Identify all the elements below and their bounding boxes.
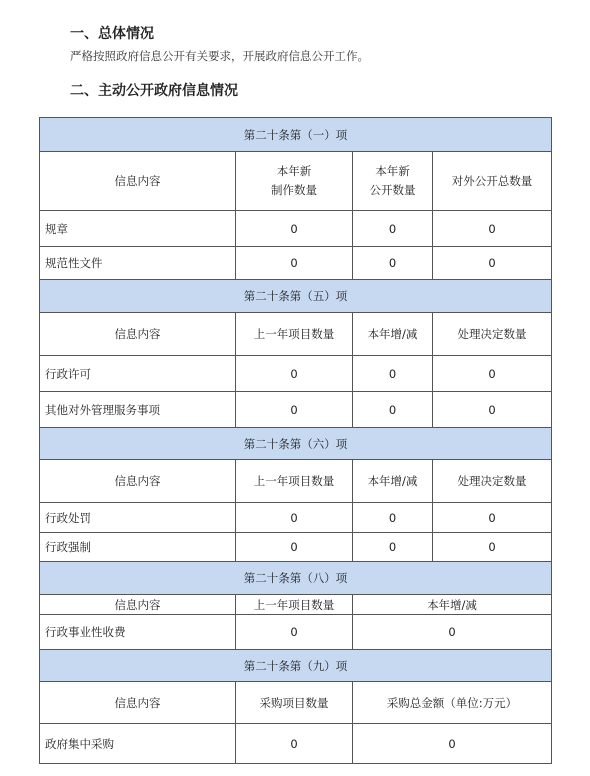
table-row: [40, 356, 552, 392]
row-label: 行政许可: [40, 356, 236, 392]
column-header: 上一年项目数量: [236, 460, 353, 503]
section-title: 第二十条第（八）项: [40, 562, 552, 595]
row-label: 其他对外管理服务事项: [40, 392, 236, 428]
cell-value: 0: [353, 503, 433, 533]
section-title: 第二十条第（九）项: [40, 650, 552, 682]
column-header-row: [40, 460, 552, 503]
column-header: 采购项目数量: [236, 682, 353, 724]
column-header: 信息内容: [40, 152, 236, 211]
row-label: 政府集中采购: [40, 724, 236, 764]
column-header: 本年增/减: [353, 313, 433, 356]
section-title: 第二十条第（六）项: [40, 428, 552, 460]
column-header-row: [40, 682, 552, 724]
section-header-art20-1: [40, 118, 552, 152]
cell-value: 0: [236, 247, 353, 280]
column-header: 本年新 制作数量: [236, 152, 353, 211]
cell-value: 0: [433, 392, 552, 428]
section-header-art20-5: [40, 280, 552, 313]
row-label: 规范性文件: [40, 247, 236, 280]
row-label: 行政处罚: [40, 503, 236, 533]
section-1-title: 一、总体情况: [70, 26, 154, 42]
column-header: 信息内容: [40, 313, 236, 356]
cell-value: 0: [236, 724, 353, 764]
cell-value: 0: [433, 503, 552, 533]
table-row: [40, 615, 552, 650]
cell-value: 0: [353, 247, 433, 280]
cell-value: 0: [236, 211, 353, 247]
column-header-row: [40, 152, 552, 211]
section-title: 第二十条第（一）项: [40, 118, 552, 152]
column-header: 采购总金额（单位:万元）: [353, 682, 552, 724]
table-row: [40, 503, 552, 533]
cell-value: 0: [433, 247, 552, 280]
cell-value: 0: [433, 211, 552, 247]
column-header: 处理决定数量: [433, 460, 552, 503]
column-header: 本年增/减: [353, 595, 552, 615]
cell-value: 0: [353, 356, 433, 392]
row-label: 规章: [40, 211, 236, 247]
column-header: 本年增/减: [353, 460, 433, 503]
section-header-art20-8: [40, 562, 552, 595]
column-header-row: [40, 313, 552, 356]
cell-value: 0: [236, 356, 353, 392]
cell-value: 0: [353, 392, 433, 428]
column-header: 信息内容: [40, 595, 236, 615]
row-label: 行政强制: [40, 533, 236, 562]
column-header: 本年新 公开数量: [353, 152, 433, 211]
section-1-text: 严格按照政府信息公开有关要求，开展政府信息公开工作。: [70, 49, 369, 63]
disclosure-table: [39, 117, 552, 764]
section-header-art20-9: [40, 650, 552, 682]
cell-value: 0: [236, 533, 353, 562]
section-title: 第二十条第（五）项: [40, 280, 552, 313]
row-label: 行政事业性收费: [40, 615, 236, 650]
cell-value: 0: [353, 211, 433, 247]
column-header: 上一年项目数量: [236, 313, 353, 356]
cell-value: 0: [353, 533, 433, 562]
table-row: [40, 247, 552, 280]
column-header: 上一年项目数量: [236, 595, 353, 615]
column-header: 信息内容: [40, 460, 236, 503]
column-header-row: [40, 595, 552, 615]
table-row: [40, 724, 552, 764]
table-row: [40, 533, 552, 562]
table-row: [40, 211, 552, 247]
column-header: 信息内容: [40, 682, 236, 724]
cell-value: 0: [433, 533, 552, 562]
cell-value: 0: [236, 615, 353, 650]
column-header: 对外公开总数量: [433, 152, 552, 211]
table-row: [40, 392, 552, 428]
section-2-title: 二、主动公开政府信息情况: [70, 83, 238, 99]
cell-value: 0: [236, 503, 353, 533]
cell-value: 0: [236, 392, 353, 428]
cell-value: 0: [353, 724, 552, 764]
section-header-art20-6: [40, 428, 552, 460]
cell-value: 0: [433, 356, 552, 392]
cell-value: 0: [353, 615, 552, 650]
column-header: 处理决定数量: [433, 313, 552, 356]
